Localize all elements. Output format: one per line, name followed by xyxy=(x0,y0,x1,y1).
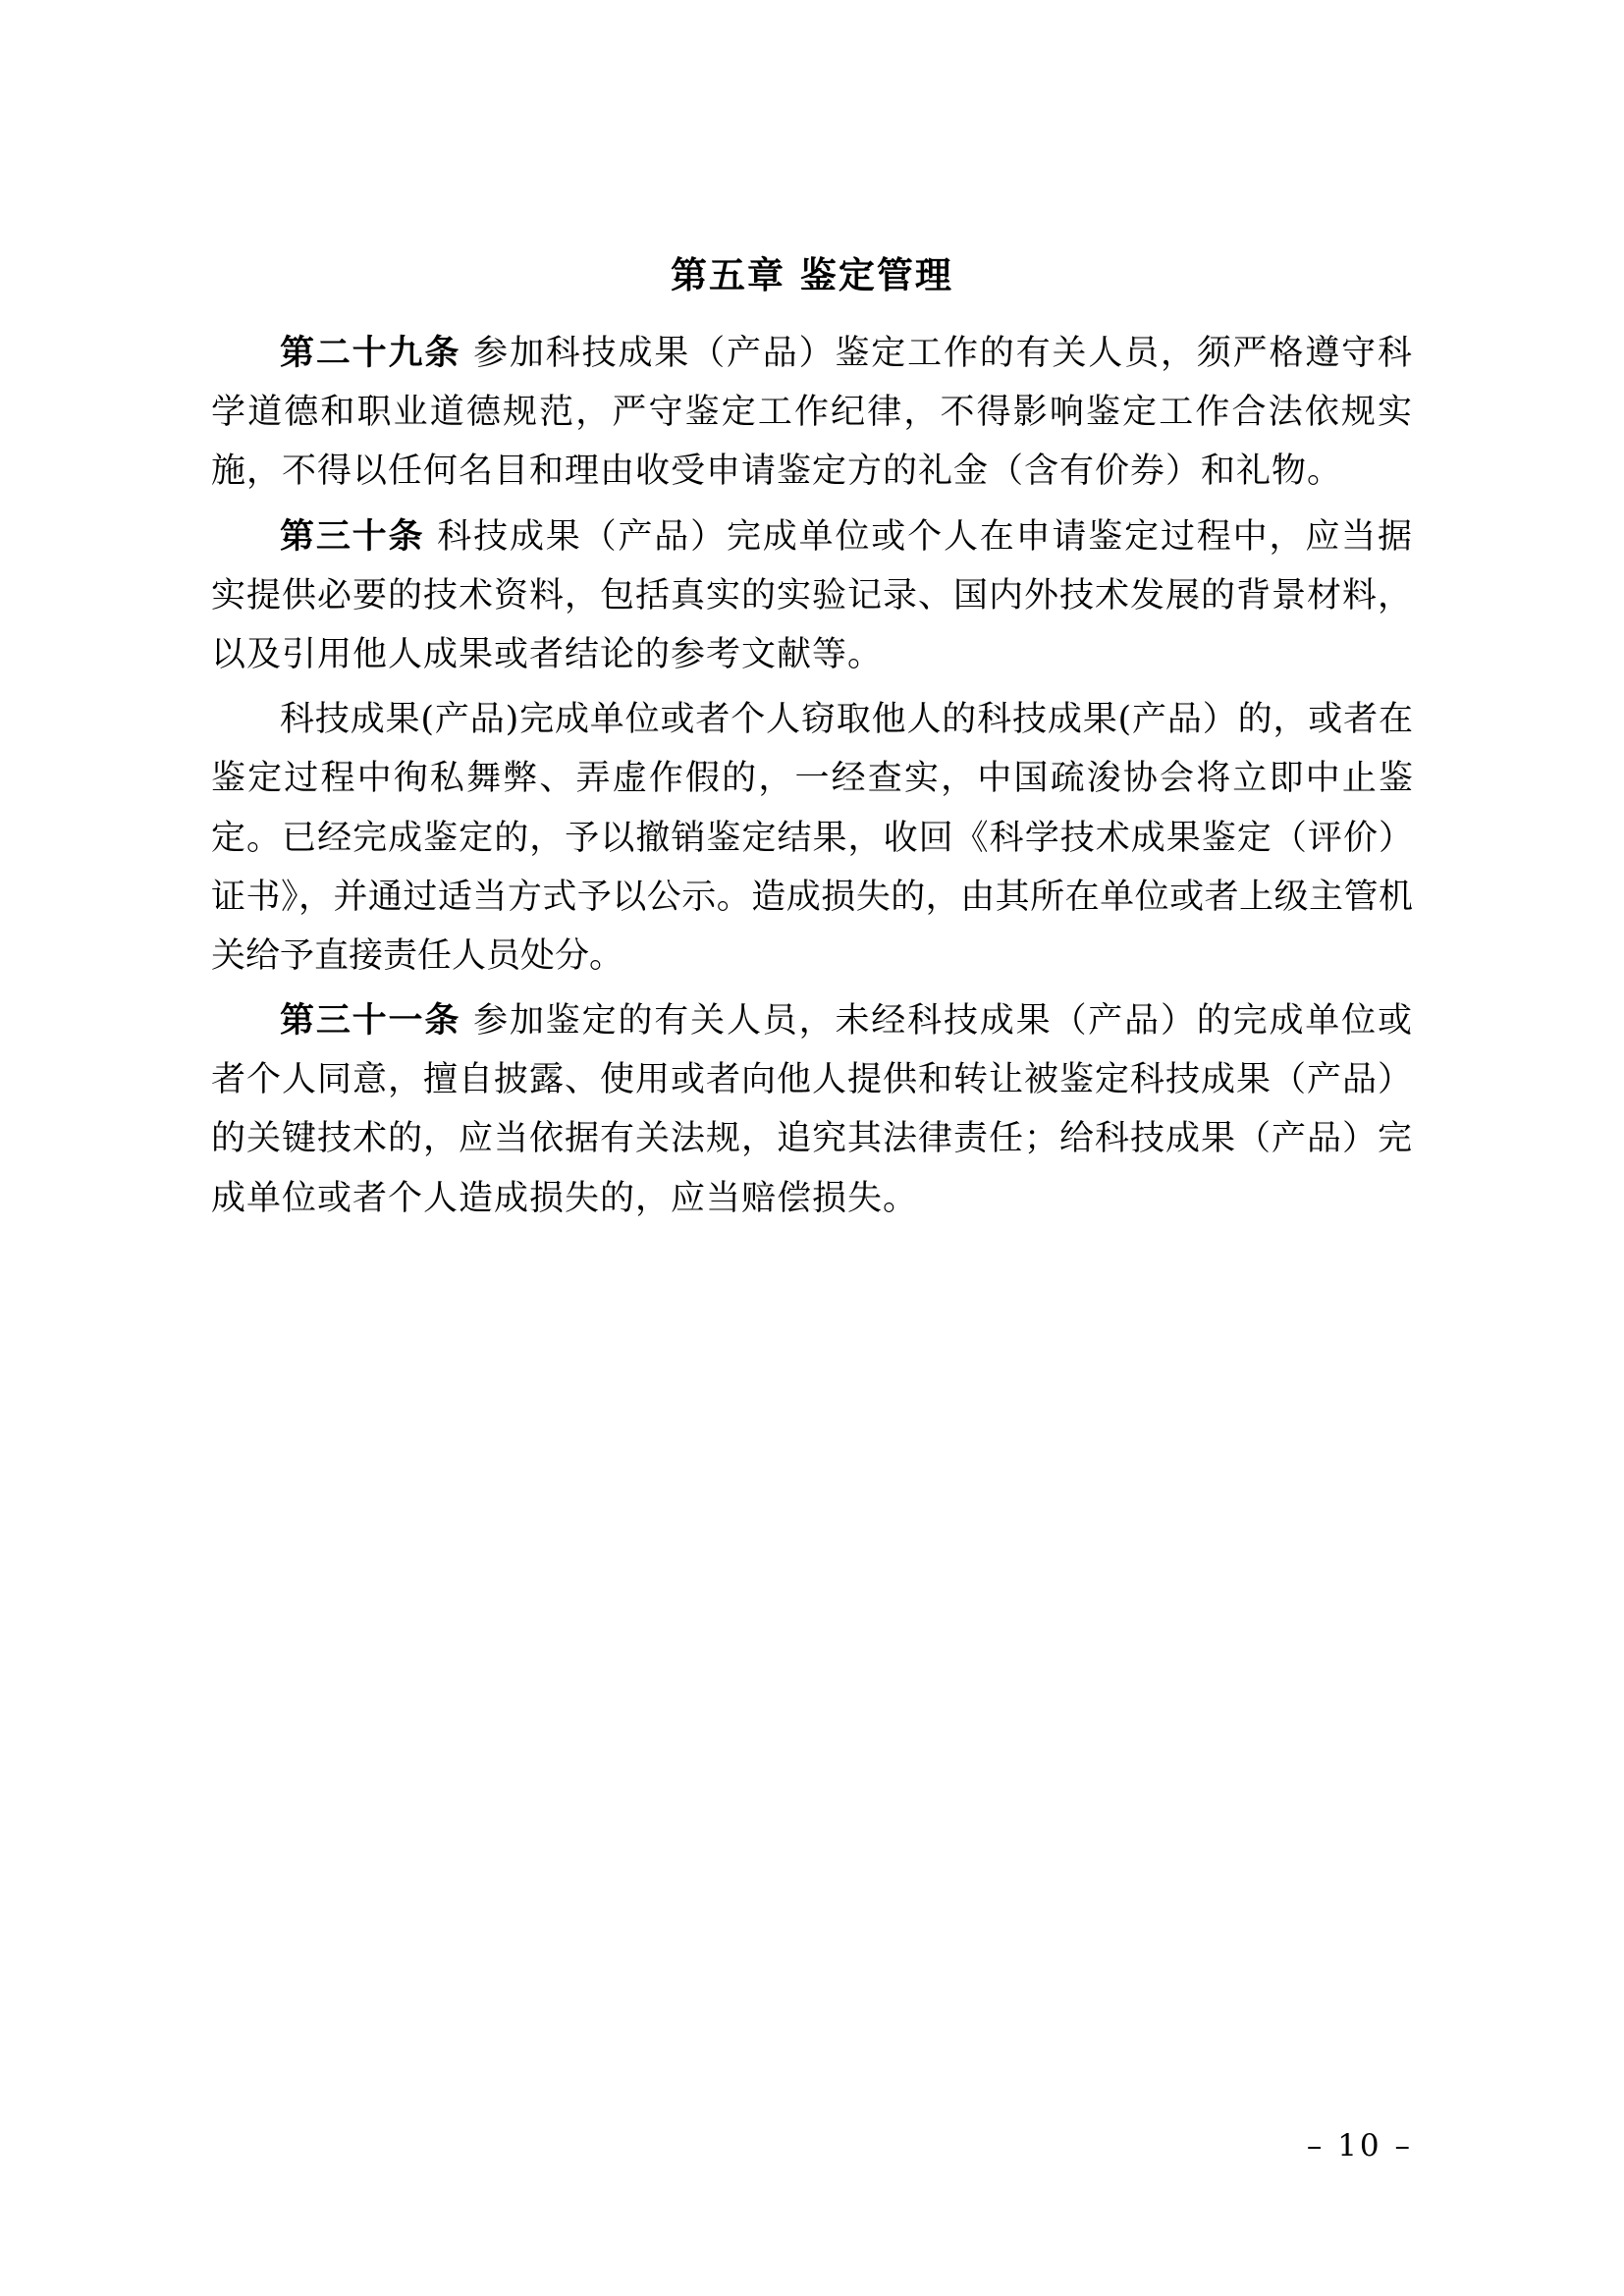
article-number-29: 第二十九条 xyxy=(280,334,461,373)
article-body-30: 科技成果（产品）完成单位或个人在申请鉴定过程中，应当据实提供必要的技术资料，包括真实的实验记录、国内外技术发展的背景材料，以及引用他人成果或者结论的参考文献等。 xyxy=(211,516,1414,674)
article-paragraph-31 xyxy=(211,991,1413,1228)
article-body-29: 参加科技成果（产品）鉴定工作的有关人员，须严格遵守科学道德和职业道德规范，严守鉴定工作纪律，不得影响鉴定工作合法依规实施，不得以任何名目和理由收受申请鉴定方的礼金（含有价券）和礼物。 xyxy=(211,334,1413,492)
article-number-31: 第三十一条 xyxy=(280,1001,461,1041)
article-number-30: 第三十条 xyxy=(280,516,425,557)
article-paragraph-29 xyxy=(211,324,1413,502)
article-paragraph-30 xyxy=(211,507,1413,685)
article-paragraph-30-continued xyxy=(211,690,1413,986)
article-body-30-continued: 科技成果(产品)完成单位或者个人窃取他人的科技成果(产品）的，或者在鉴定过程中徇私舞弊、弄虚作假的，一经查实，中国疏浚协会将立即中止鉴定。已经完成鉴定的，予以撤销鉴定结果，收回《科学技术成果鉴定（评价）证书》，并通过适当方式予以公示。造成损失的，由其所在单位或者上级主管机关给予直接责任人员处分。 xyxy=(211,700,1413,976)
page-number: – 10 – xyxy=(1306,2128,1413,2163)
article-body-31: 参加鉴定的有关人员，未经科技成果（产品）的完成单位或者个人同意，擅自披露、使用或者向他人提供和转让被鉴定科技成果（产品）的关键技术的，应当依据有关法规，追究其法律责任；给科技成果（产品）完成单位或者个人造成损失的，应当赔偿损失。 xyxy=(211,1001,1414,1218)
chapter-title: 第五章 鉴定管理 xyxy=(671,254,953,296)
